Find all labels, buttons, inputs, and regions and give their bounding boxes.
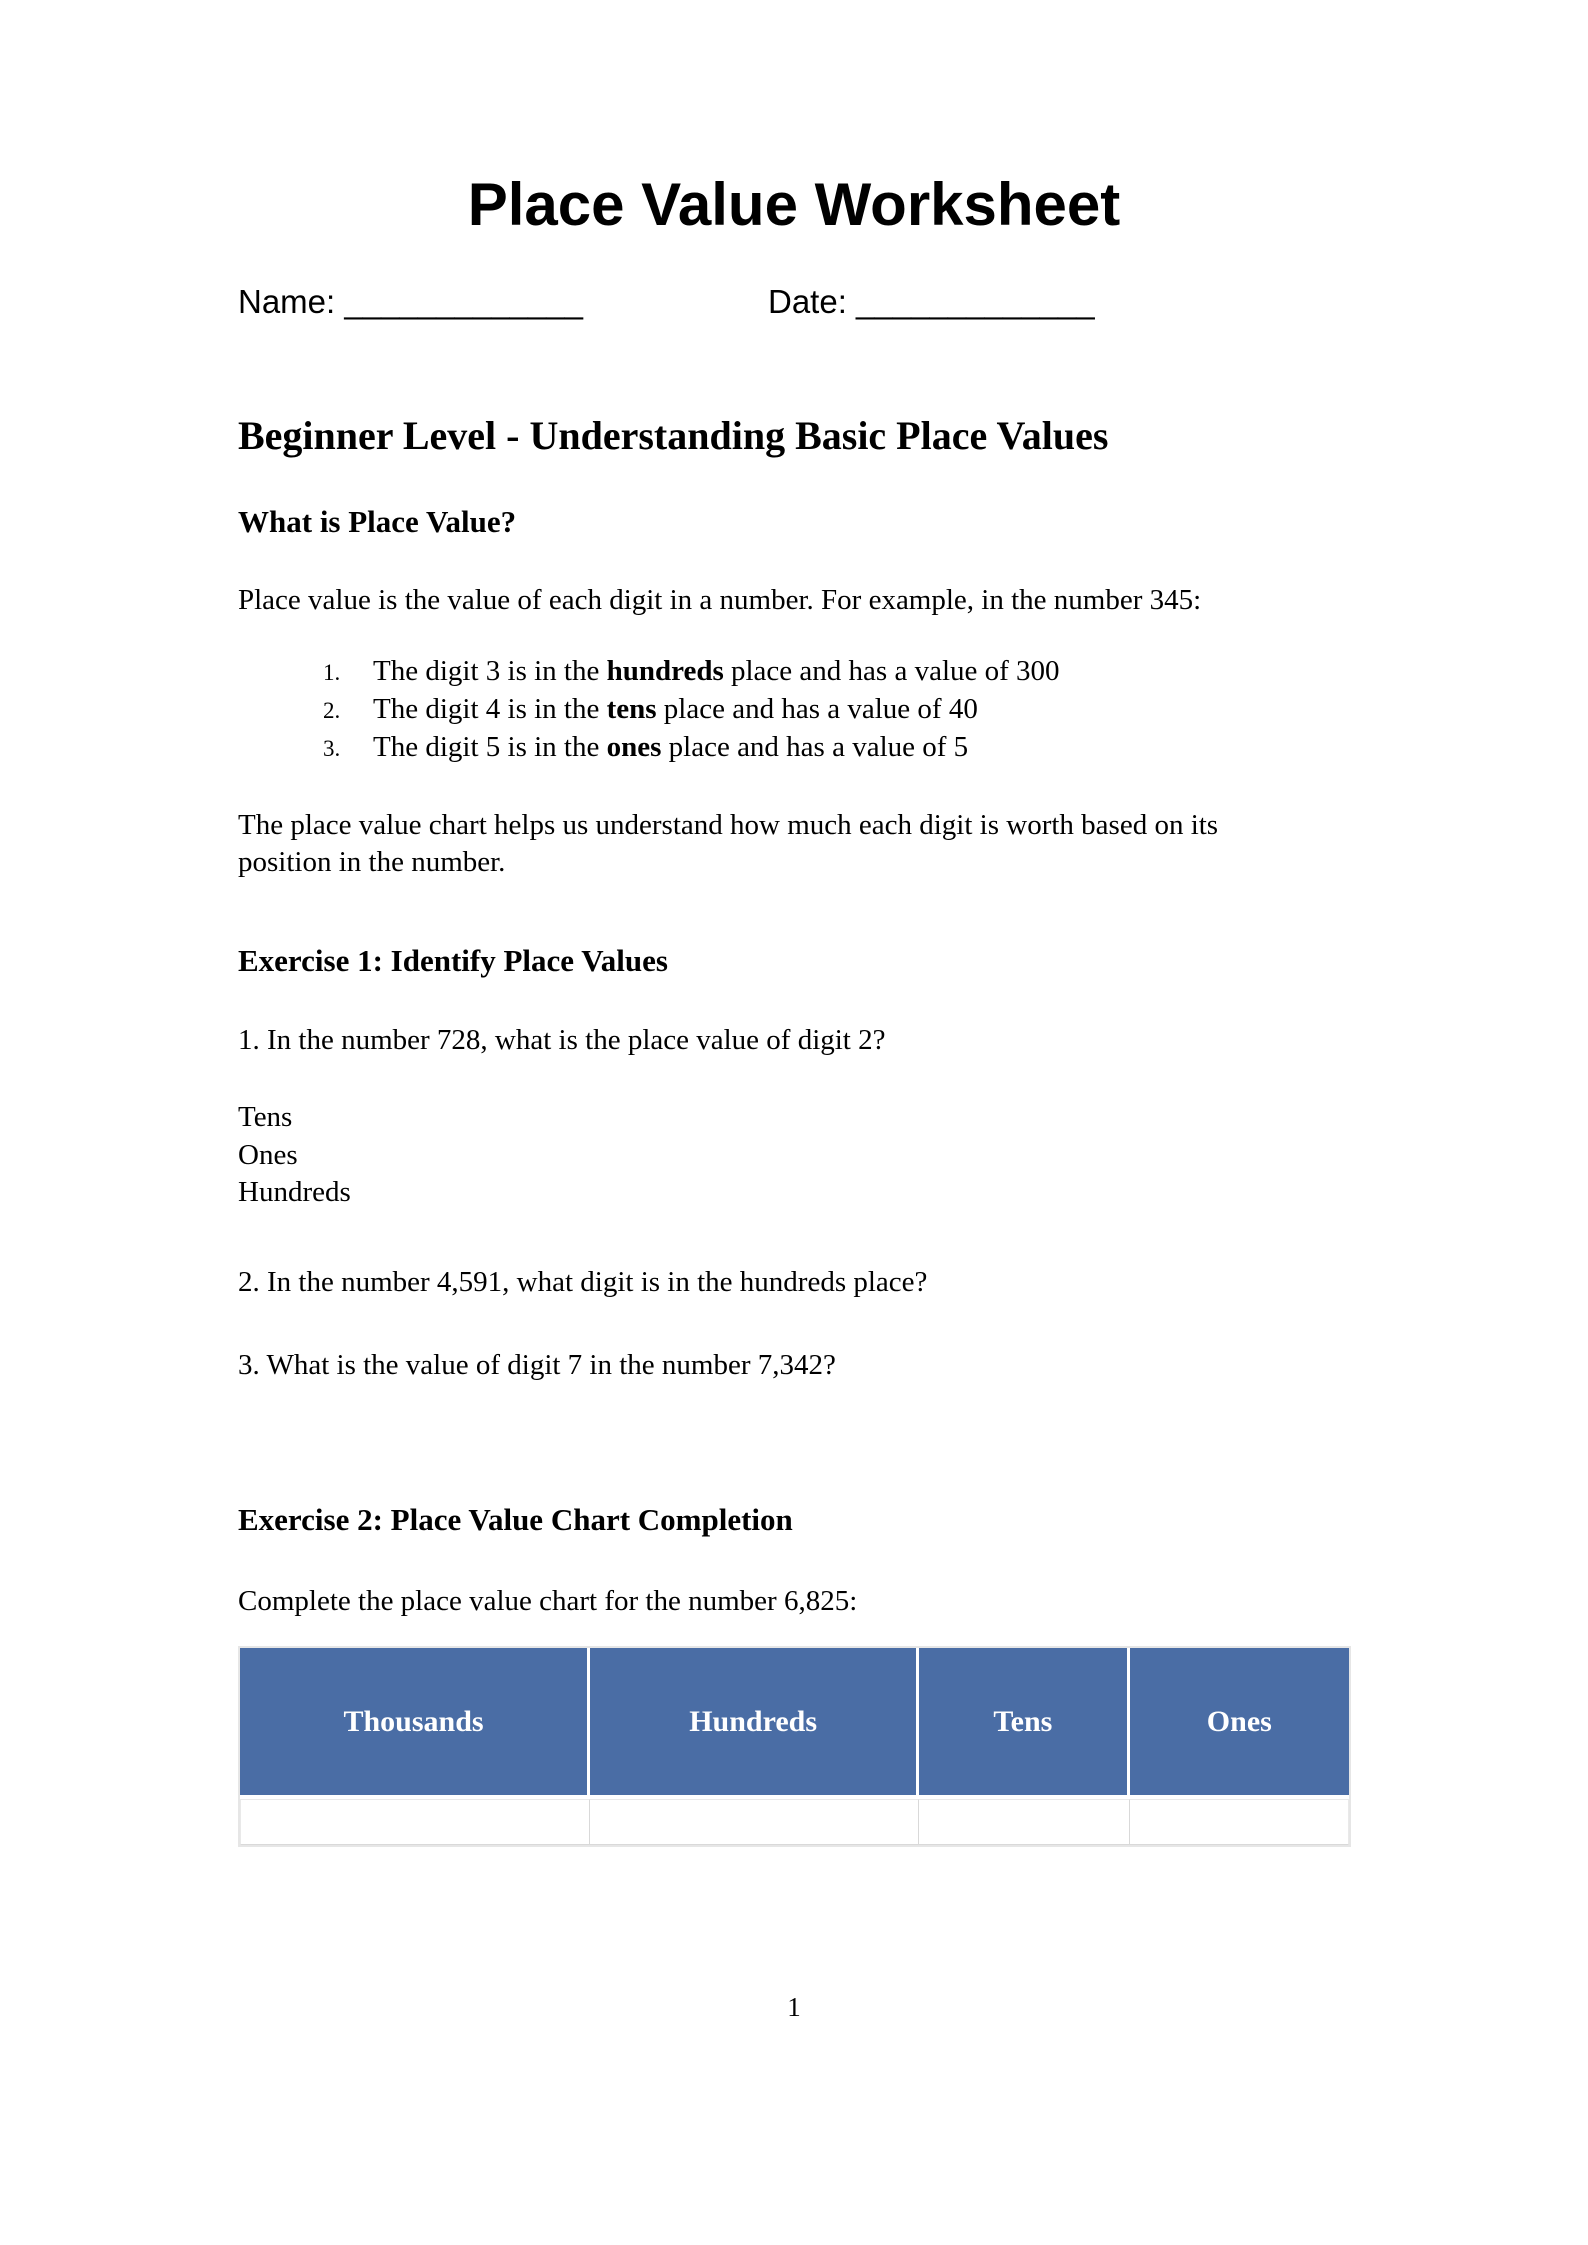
header-cell-thousands: Thousands bbox=[240, 1648, 590, 1799]
list-number: 1. bbox=[323, 659, 341, 685]
header-cell-tens: Tens bbox=[919, 1648, 1129, 1799]
table-header-row bbox=[240, 1648, 1349, 1799]
bold-term: hundreds bbox=[606, 654, 724, 687]
header-cell-ones: Ones bbox=[1130, 1648, 1349, 1799]
list-text: The digit 4 is in the tens place and has a value of 40 bbox=[373, 692, 978, 725]
name-field bbox=[238, 283, 583, 320]
place-value-table bbox=[240, 1648, 1349, 1845]
list-number: 3. bbox=[323, 735, 341, 761]
empty-cell-tens bbox=[919, 1799, 1129, 1845]
date-field bbox=[768, 282, 1095, 322]
place-value-table-wrap bbox=[238, 1646, 1351, 1847]
section-heading: Beginner Level - Understanding Basic Place Values bbox=[238, 413, 1109, 458]
page-title: Place Value Worksheet bbox=[467, 171, 1121, 238]
numbered-list bbox=[323, 653, 1350, 767]
name-label: Name: bbox=[238, 283, 336, 320]
name-blank-line: _____________ bbox=[344, 283, 583, 320]
empty-cell-hundreds bbox=[590, 1799, 919, 1845]
bold-term: tens bbox=[606, 692, 657, 725]
empty-cell-ones bbox=[1130, 1799, 1349, 1845]
header-cell-hundreds: Hundreds bbox=[590, 1648, 919, 1799]
list-item bbox=[323, 653, 1350, 691]
question-1: 1. In the number 728, what is the place value of digit 2? bbox=[238, 1024, 886, 1057]
table-instruction: Complete the place value chart for the number 6,825: bbox=[238, 1585, 858, 1618]
exercise2-heading: Exercise 2: Place Value Chart Completion bbox=[238, 1501, 793, 1537]
list-item bbox=[323, 729, 1350, 767]
intro-paragraph: Place value is the value of each digit in a number. For example, in the number 345: bbox=[238, 583, 1202, 616]
list-number: 2. bbox=[323, 697, 341, 723]
exercise1-heading: Exercise 1: Identify Place Values bbox=[238, 942, 668, 978]
question-3: 3. What is the value of digit 7 in the number 7,342? bbox=[238, 1348, 836, 1381]
date-blank-line: _____________ bbox=[856, 283, 1095, 320]
list-text: The digit 5 is in the ones place and has a value of 5 bbox=[373, 730, 969, 763]
question-2: 2. In the number 4,591, what digit is in the hundreds place? bbox=[238, 1265, 928, 1298]
page-number: 1 bbox=[787, 1992, 801, 2022]
answer-option-hundreds: Hundreds bbox=[238, 1176, 351, 1209]
answer-option-tens: Tens bbox=[238, 1101, 293, 1134]
date-label: Date: bbox=[768, 283, 847, 320]
answer-option-ones: Ones bbox=[238, 1138, 298, 1171]
name-date-row bbox=[238, 282, 1350, 326]
answer-options bbox=[238, 1099, 1350, 1212]
bold-term: ones bbox=[606, 730, 662, 763]
list-text: The digit 3 is in the hundreds place and has a value of 300 bbox=[373, 654, 1060, 687]
subsection-heading: What is Place Value? bbox=[238, 504, 517, 539]
table-empty-row bbox=[240, 1799, 1349, 1845]
list-item bbox=[323, 691, 1350, 729]
note-paragraph: The place value chart helps us understand how much each digit is worth based on its position in the number. bbox=[238, 808, 1219, 878]
empty-cell-thousands bbox=[240, 1799, 590, 1845]
